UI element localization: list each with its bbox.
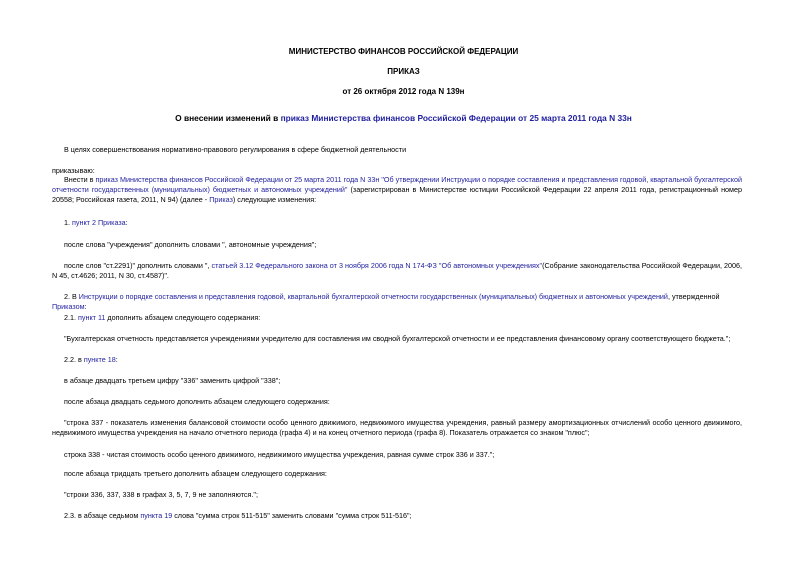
- text: 2.3. в абзаце седьмом: [64, 511, 141, 520]
- text: после слов "ст.2291)" дополнить словами ",: [64, 261, 212, 270]
- paragraph-line-337: "строка 337 - показатель изменения балансовой стоимости особо ценного движимого, недвижимого имущества учреждения, равный размеру амортизационных отчислений особо ценного движимого, недвижимого имущества учреждения на начало отчетного периода (графа 4) и на конец отчетного периода (графа 8). Показатель отражается со знаком "плюс";: [52, 418, 742, 438]
- paragraph-item-1-a: после слова "учреждения" дополнить словами ", автономные учреждения";: [64, 240, 317, 249]
- order-short-link[interactable]: Приказ: [209, 195, 233, 205]
- paragraph-item-2-1-text: "Бухгалтерская отчетность представляется учреждениями учредителю для составления им сводной бухгалтерской отчетности и ее представления финансовому органу соответствующего бюджета.";: [64, 334, 731, 343]
- article-312-link[interactable]: статьей 3.12 Федерального закона от 3 ноября 2006 года N 174-ФЗ "Об автономных учреждениях": [211, 261, 543, 270]
- text: 2. В: [64, 292, 79, 301]
- text: слова "сумма строк 511-515" заменить словами "сумма строк 511-516";: [172, 511, 412, 520]
- paragraph-item-2-2-b: после абзаца двадцать седьмого дополнить абзацем следующего содержания:: [64, 397, 330, 406]
- text: :: [115, 355, 118, 364]
- paragraph-item-2-3: [52, 511, 742, 521]
- paragraph-item-2-2-a: в абзаце двадцать третьем цифру "336" заменить цифрой "338";: [64, 376, 281, 385]
- doc-type-heading: ПРИКАЗ: [387, 67, 420, 76]
- paragraph-order: приказываю:: [52, 166, 95, 175]
- instruction-link[interactable]: Инструкции о порядке составления и представления годовой, квартальной бухгалтерской отчетности государственных (муниципальных) бюджетных и автономных учреждений: [78, 292, 668, 301]
- paragraph-preamble: В целях совершенствования нормативно-правового регулирования в сфере бюджетной деятельности: [64, 145, 407, 154]
- text: Внести в: [64, 175, 96, 184]
- text: ) следующие изменения:: [232, 195, 317, 205]
- paragraph-item-2: [52, 292, 742, 312]
- text: , утвержденной: [667, 292, 720, 301]
- order-title-prefix: О внесении изменений в: [175, 113, 281, 123]
- order-title: [0, 113, 807, 125]
- paragraph-item-2-2: [52, 355, 742, 365]
- point-18-link[interactable]: пункте 18: [83, 355, 116, 364]
- date-number-heading: от 26 октября 2012 года N 139н: [342, 87, 465, 96]
- paragraph-line-338: строка 338 - чистая стоимость особо ценного движимого, недвижимого имущества учреждения, равная сумме строк 336 и 337.";: [64, 450, 495, 459]
- order-33n-link[interactable]: приказ Министерства финансов Российской Федерации от 25 марта 2011 года N 33н "Об утверждении Инструкции о порядке составления и представления годовой, квартальной бухгалтерской отчетности государственных (муниципальных) бюджетных и автономных учреждений": [52, 175, 742, 195]
- text: (Собрание законодательства Российской Федерации, 2006, N 45, ст.4626; 2011, N 30, ст.4587)".: [52, 261, 743, 281]
- point-19-link[interactable]: пункта 19: [140, 511, 173, 520]
- order-instrumental-link[interactable]: Приказом: [52, 302, 85, 312]
- text: дополнить абзацем следующего содержания:: [105, 313, 261, 322]
- paragraph-item-1-b: [52, 261, 742, 281]
- paragraph-item-2-1: [52, 313, 742, 323]
- text: 1.: [64, 218, 72, 227]
- text: 2.1.: [64, 313, 78, 322]
- ministry-heading: МИНИСТЕРСТВО ФИНАНСОВ РОССИЙСКОЙ ФЕДЕРАЦИИ: [288, 47, 519, 56]
- point-2-link[interactable]: пункт 2 Приказа: [72, 218, 126, 227]
- text: (зарегистрирован в Министерстве юстиции Российской Федерации 22 апреля 2011 года, регистрационный номер 20558; Российская газета, 2011, N 94) (далее -: [52, 185, 742, 205]
- order-title-link[interactable]: приказ Министерства финансов Российской Федерации от 25 марта 2011 года N 33н: [280, 113, 632, 123]
- text: :: [84, 302, 87, 312]
- text: :: [125, 218, 128, 227]
- paragraph-item-2-2-c: после абзаца тридцать третьего дополнить абзацем следующего содержания:: [64, 469, 327, 478]
- paragraph-amend-intro: [52, 175, 742, 205]
- point-11-link[interactable]: пункт 11: [78, 313, 106, 322]
- text: 2.2. в: [64, 355, 84, 364]
- paragraph-lines-not-filled: "строки 336, 337, 338 в графах 3, 5, 7, 9 не заполняются.";: [64, 490, 258, 499]
- paragraph-item-1: [52, 218, 742, 228]
